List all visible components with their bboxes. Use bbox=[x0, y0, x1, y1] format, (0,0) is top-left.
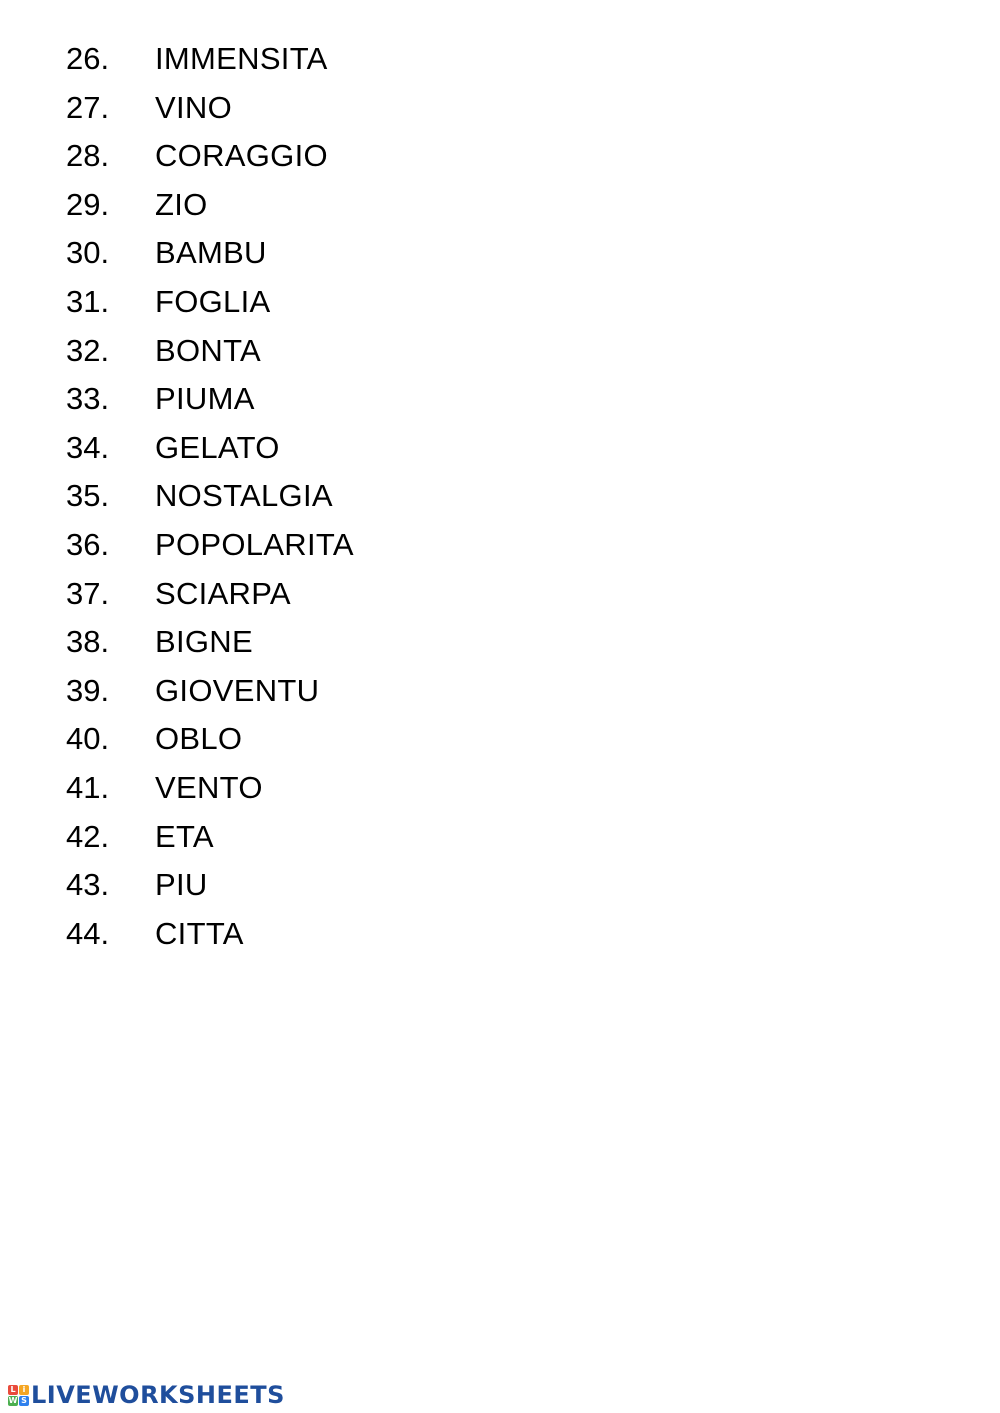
item-number: 26. bbox=[66, 41, 110, 76]
logo-blocks-icon bbox=[8, 1385, 29, 1406]
logo-text: LIVEWORKSHEETS bbox=[31, 1381, 285, 1409]
item-number: 32. bbox=[66, 332, 110, 368]
item-number: 28. bbox=[66, 138, 110, 174]
item-word: IMMENSITA bbox=[155, 41, 328, 76]
item-word: PIU bbox=[155, 867, 208, 903]
item-number: 42. bbox=[66, 818, 110, 854]
item-word: GIOVENTU bbox=[155, 672, 320, 708]
item-word: BIGNE bbox=[155, 624, 253, 660]
item-word: BONTA bbox=[155, 332, 261, 368]
item-number: 34. bbox=[66, 429, 110, 465]
item-word: CITTA bbox=[155, 915, 244, 951]
item-word: CORAGGIO bbox=[155, 138, 328, 174]
item-word: PIUMA bbox=[155, 381, 255, 417]
item-number: 38. bbox=[66, 624, 110, 660]
item-number: 39. bbox=[66, 672, 110, 708]
item-number: 29. bbox=[66, 186, 110, 222]
item-word: GELATO bbox=[155, 429, 280, 465]
item-word: OBLO bbox=[155, 721, 243, 757]
item-word: VINO bbox=[155, 89, 232, 125]
item-number: 35. bbox=[66, 478, 110, 514]
item-word: BAMBU bbox=[155, 235, 267, 271]
logo-block: S bbox=[19, 1396, 29, 1406]
item-number: 37. bbox=[66, 575, 110, 611]
item-word: ETA bbox=[155, 818, 214, 854]
item-word: FOGLIA bbox=[155, 283, 271, 319]
item-word: SCIARPA bbox=[155, 575, 291, 611]
item-word: NOSTALGIA bbox=[155, 478, 333, 514]
liveworksheets-logo[interactable] bbox=[8, 1380, 285, 1410]
logo-block: i bbox=[19, 1385, 29, 1395]
item-number: 31. bbox=[66, 283, 110, 319]
item-number: 44. bbox=[66, 915, 110, 951]
item-number: 27. bbox=[66, 89, 110, 125]
item-word: POPOLARITA bbox=[155, 526, 354, 562]
item-word: VENTO bbox=[155, 769, 263, 805]
item-number: 36. bbox=[66, 526, 110, 562]
item-number: 30. bbox=[66, 235, 110, 271]
item-number: 41. bbox=[66, 769, 110, 805]
item-number: 33. bbox=[66, 381, 110, 417]
item-number: 43. bbox=[66, 867, 110, 903]
logo-block: L bbox=[8, 1385, 18, 1395]
item-number: 40. bbox=[66, 721, 110, 757]
item-word: ZIO bbox=[155, 186, 208, 222]
logo-block: W bbox=[8, 1395, 18, 1405]
